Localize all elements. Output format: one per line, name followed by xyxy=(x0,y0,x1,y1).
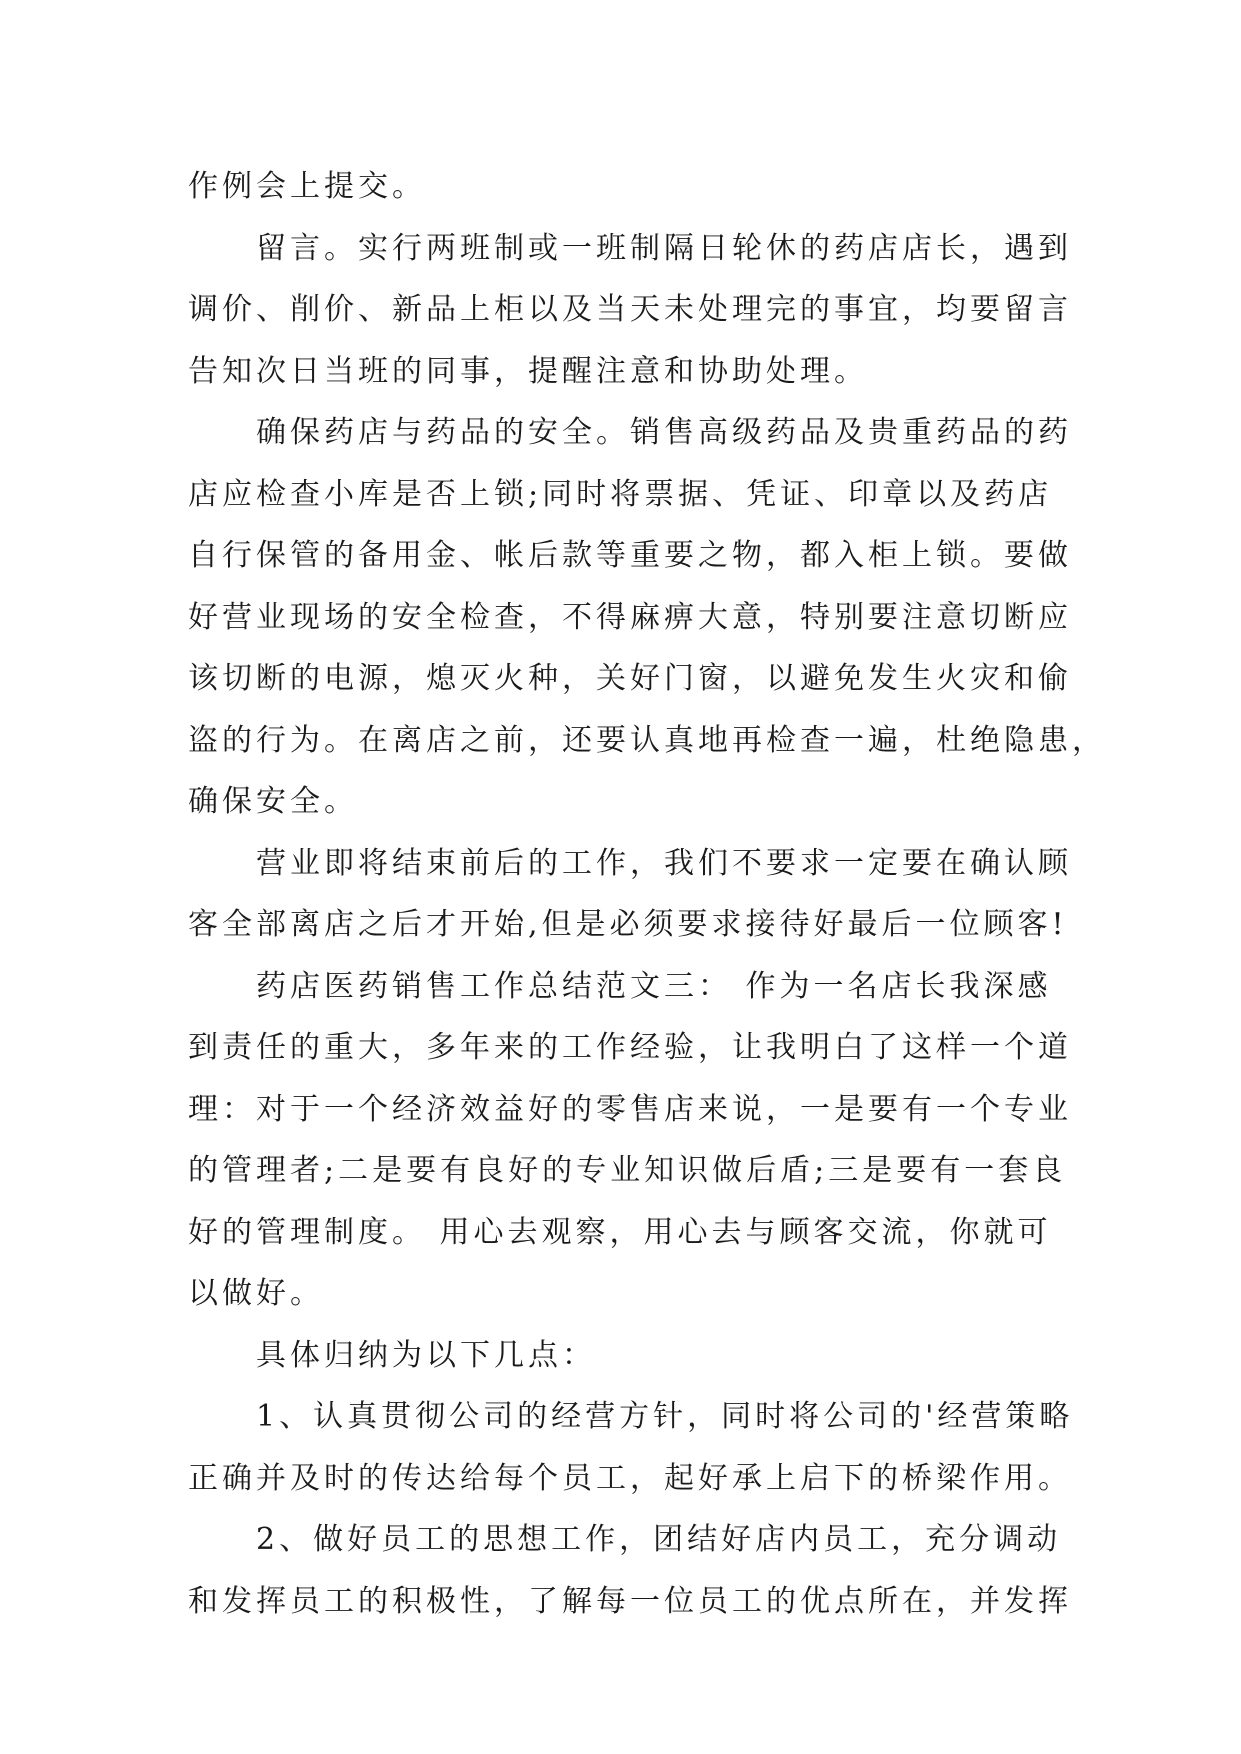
text-line: 该切断的电源，熄灭火种，关好门窗，以避免发生火灾和偷 xyxy=(188,661,1072,696)
paragraph-first-line: 药店医药销售工作总结范文三： 作为一名店长我深感 xyxy=(256,968,1052,1004)
paragraph-first-line: 1、认真贯彻公司的经营方针，同时将公司的'经营策略 xyxy=(256,1399,1074,1434)
paragraph-first-line: 营业即将结束前后的工作，我们不要求一定要在确认顾 xyxy=(256,845,1072,881)
text-line: 以做好。 xyxy=(188,1276,324,1311)
text-line: 好的管理制度。 用心去观察，用心去与顾客交流，你就可 xyxy=(188,1214,1052,1250)
paragraph-first-line: 留言。实行两班制或一班制隔日轮休的药店店长，遇到 xyxy=(256,230,1072,266)
text-line: 到责任的重大，多年来的工作经验，让我明白了这样一个道 xyxy=(188,1030,1072,1065)
paragraph-first-line: 2、做好员工的思想工作，团结好店内员工，充分调动 xyxy=(256,1522,1062,1557)
text-line: 理：对于一个经济效益好的零售店来说，一是要有一个专业 xyxy=(188,1091,1072,1127)
text-line: 和发挥员工的积极性，了解每一位员工的优点所在，并发挥 xyxy=(188,1583,1072,1619)
text-line: 作例会上提交。 xyxy=(188,169,426,204)
text-line: 调价、削价、新品上柜以及当天未处理完的事宜，均要留言 xyxy=(188,292,1072,327)
text-line: 盗的行为。在离店之前，还要认真地再检查一遍，杜绝隐患， xyxy=(188,722,1106,758)
text-line: 确保安全。 xyxy=(188,784,358,819)
text-line: 告知次日当班的同事，提醒注意和协助处理。 xyxy=(188,353,868,389)
document-body xyxy=(188,156,1106,1632)
paragraph-first-line: 确保药店与药品的安全。销售高级药品及贵重药品的药 xyxy=(256,415,1072,450)
text-line: 店应检查小库是否上锁;同时将票据、凭证、印章以及药店 xyxy=(188,476,1053,512)
text-line: 好营业现场的安全检查，不得麻痹大意，特别要注意切断应 xyxy=(188,599,1072,635)
text-line: 客全部离店之后才开始,但是必须要求接待好最后一位顾客! xyxy=(188,907,1068,942)
text-line: 自行保管的备用金、帐后款等重要之物，都入柜上锁。要做 xyxy=(188,538,1072,573)
text-line: 正确并及时的传达给每个员工，起好承上启下的桥梁作用。 xyxy=(188,1460,1072,1496)
paragraph-first-line: 具体归纳为以下几点： xyxy=(256,1337,596,1373)
text-line: 的管理者;二是要有良好的专业知识做后盾;三是要有一套良 xyxy=(188,1153,1067,1188)
